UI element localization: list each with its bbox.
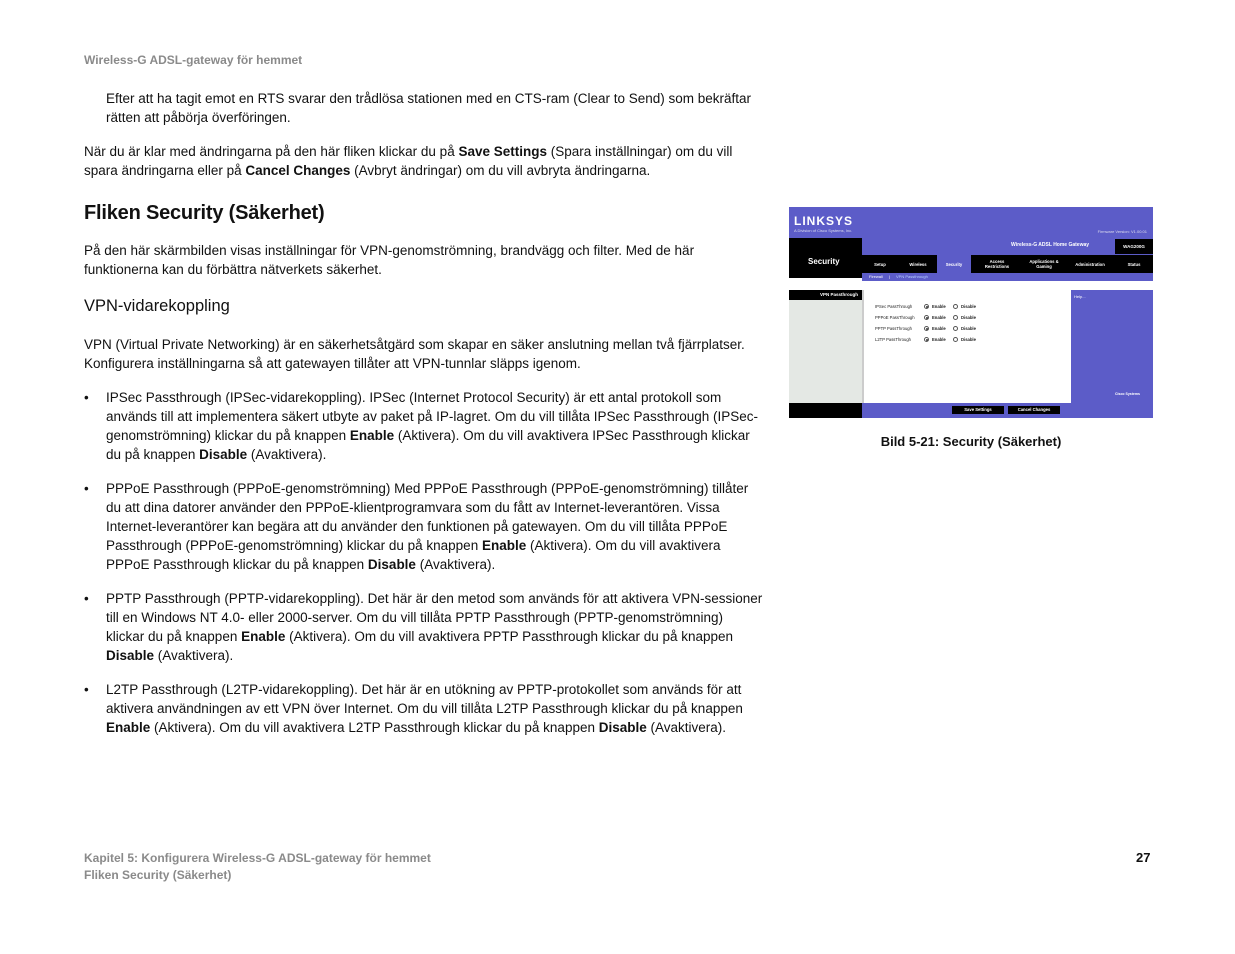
text-run: (Avbryt ändringar) om du vill avbryta ändringarna. [350, 163, 651, 178]
ipsec-label: IPSec PassThrough [875, 304, 913, 309]
left-column [789, 290, 862, 403]
text-run: PPPoE Passthrough (PPPoE-genomströmning) Med PPPoE Passthrough (PPPoE-genomströmning) tillåter du att dina datorer använder den PPPoE-klientprogramvara som du fått av Internet-leverantören. Vissa Internet-leverantörer kan begära att du använder den funktionen på gatewayen. Om du vill tillåta PPPoE Passthrough (PPPoE-genomströmning) klickar du på knappen [106, 481, 749, 553]
l2tp-disable-radio[interactable] [953, 337, 958, 342]
enable-term: Enable [241, 629, 286, 644]
figure-caption: Bild 5-21: Security (Säkerhet) [880, 434, 1062, 449]
save-paragraph [84, 142, 764, 180]
bottom-bar-right [1071, 403, 1153, 418]
subtab-firewall[interactable]: Firewall [869, 274, 883, 279]
ipsec-disable-radio[interactable] [953, 304, 958, 309]
model-badge: WAG200G [1115, 239, 1153, 254]
l2tp-label: L2TP PassThrough [875, 337, 912, 342]
bullet-glyph: • [84, 591, 89, 606]
text-run: (Avaktivera). [247, 447, 327, 462]
bullet-glyph: • [84, 390, 89, 405]
enable-label: Enable [932, 326, 946, 331]
product-bar [862, 238, 1153, 255]
bullet-glyph: • [84, 682, 89, 697]
subtab-separator: | [889, 274, 891, 279]
screenshot-page-title: Security [808, 257, 840, 266]
product-name: Wireless-G ADSL Home Gateway [1011, 242, 1090, 248]
rts-paragraph: Efter att ha tagit emot en RTS svarar den trådlösa stationen med en CTS-ram (Clear to Send) som bekräftar rätten att påbörja överföringen. [106, 91, 752, 125]
list-item [84, 479, 764, 574]
pppoe-disable-radio[interactable] [953, 315, 958, 320]
l2tp-enable-radio[interactable] [924, 337, 929, 342]
footer-section: Fliken Security (Säkerhet) [84, 868, 232, 882]
text-run: (Avaktivera). [415, 557, 496, 572]
linksys-logo: LINKSYS [794, 214, 854, 228]
tab-wireless[interactable]: Wireless [909, 261, 927, 267]
tab-security[interactable]: Security [937, 255, 971, 273]
list-item [84, 388, 764, 464]
running-header: Wireless-G ADSL-gateway för hemmet [84, 53, 303, 67]
enable-label: Enable [932, 304, 946, 309]
pptp-label: PPTP PassThrough [875, 326, 912, 331]
disable-term: Disable [199, 447, 248, 462]
intro-section [84, 89, 764, 127]
page-number: 27 [1136, 850, 1151, 865]
tab-access-restrictions[interactable]: Access Restrictions [984, 259, 1010, 269]
text-run: När du är klar med ändringarna på den här fliken klickar du på [84, 144, 459, 159]
text-run: (Aktivera). Om du vill avaktivera L2TP Passthrough klickar du på knappen [150, 720, 599, 735]
text-run: PPTP Passthrough (PPTP-vidarekoppling). Det här är den metod som används för att aktivera VPN-sessioner till en Windows NT 4.0- eller 2000-server. Om du vill tillåta PPTP Passthrough (PPTP-genomströmning) klickar du på knappen [106, 591, 763, 644]
text-run: (Aktivera). Om du vill avaktivera PPPoE Passthrough klickar du på knappen [106, 538, 721, 572]
security-screenshot-figure [789, 207, 1153, 418]
help-link[interactable]: Help... [1074, 294, 1086, 299]
disable-label: Disable [961, 326, 976, 331]
enable-label: Enable [932, 315, 946, 320]
disable-term: Disable [367, 557, 416, 572]
text-run: (Aktivera). Om du vill avaktivera IPSec Passthrough klickar du på knappen [106, 428, 750, 462]
text-run: (Aktivera). Om du vill avaktivera PPTP Passthrough klickar du på knappen [285, 629, 734, 644]
tab-setup[interactable]: Setup [874, 261, 886, 267]
text-run: (Spara inställningar) om du vill spara ändringarna eller på [84, 144, 733, 178]
tab-status[interactable]: Status [1127, 261, 1141, 267]
footer [84, 850, 431, 884]
save-paragraph-block [84, 142, 764, 180]
text-run: (Avaktivera). [154, 648, 234, 663]
pptp-disable-radio[interactable] [953, 326, 958, 331]
disable-term: Disable [598, 720, 647, 735]
tab-applications-gaming[interactable]: Applications & Gaming [1029, 259, 1059, 269]
pppoe-enable-radio[interactable] [924, 315, 929, 320]
help-panel [1071, 290, 1153, 403]
enable-term: Enable [481, 538, 527, 553]
save-settings-button[interactable]: Save Settings [952, 406, 1004, 414]
firmware-version: Firmware Version: V1.00.01 [1097, 229, 1147, 234]
logo-subtitle: A Division of Cisco Systems, Inc. [794, 228, 853, 233]
section-intro: På den här skärmbilden visas inställningar för VPN-genomströmning, brandvägg och filter. Med de här funktionerna kan du förbättra nätverkets säkerhet. [84, 243, 695, 277]
disable-label: Disable [961, 304, 976, 309]
list-item [84, 589, 764, 665]
subsection-title: VPN-vidarekoppling [84, 297, 230, 315]
enable-term: Enable [349, 428, 395, 443]
pppoe-label: PPPoE PassThrough [875, 315, 915, 320]
disable-label: Disable [961, 337, 976, 342]
disable-label: Disable [961, 315, 976, 320]
text-run: (Avaktivera). [646, 720, 727, 735]
list-item [84, 680, 764, 737]
disable-term: Disable [106, 648, 155, 663]
pptp-enable-radio[interactable] [924, 326, 929, 331]
bottom-bar-left [789, 403, 862, 418]
ipsec-enable-radio[interactable] [924, 304, 929, 309]
cancel-changes-button[interactable]: Cancel Changes [1008, 406, 1060, 414]
footer-chapter: Kapitel 5: Konfigurera Wireless-G ADSL-gateway för hemmet [84, 851, 431, 865]
enable-term: Enable [106, 720, 151, 735]
save-settings-term: Save Settings [458, 144, 548, 159]
text-run: L2TP Passthrough (L2TP-vidarekoppling). Det här är en utökning av PPTP-protokollet som används för att aktivera användningen av ett VPN över Internet. Om du vill tillåta L2TP Passthrough klickar du på knappen [106, 682, 743, 716]
subtab-vpn-passthrough[interactable]: VPN Passthrough [896, 274, 928, 279]
tab-administration[interactable]: Administration [1075, 261, 1105, 267]
enable-label: Enable [932, 337, 946, 342]
bullet-glyph: • [84, 481, 89, 496]
spacer [789, 281, 1153, 290]
section-label: VPN Passthrough [789, 290, 862, 300]
section-title: Fliken Security (Säkerhet) [84, 202, 325, 224]
cancel-changes-term: Cancel Changes [245, 163, 351, 178]
cisco-logo: Cisco Systems [1115, 392, 1140, 396]
bullet-list [84, 388, 764, 737]
text-run: IPSec Passthrough (IPSec-vidarekoppling). IPSec (Internet Protocol Security) är ett antal protokoll som används till att implementera säkert utbyte av paket på IP-lagret. Om du vill tillåta IPSec Passthrough (IPSec-genomströmning) klickar du på knappen [106, 390, 759, 443]
vpn-paragraph: VPN (Virtual Private Networking) är en säkerhetsåtgärd som skapar en säker anslutning mellan två fjärrplatser. Konfigurera inställningarna så att gatewayen tillåter att VPN-tunnlar släpps igenom. [84, 337, 745, 371]
